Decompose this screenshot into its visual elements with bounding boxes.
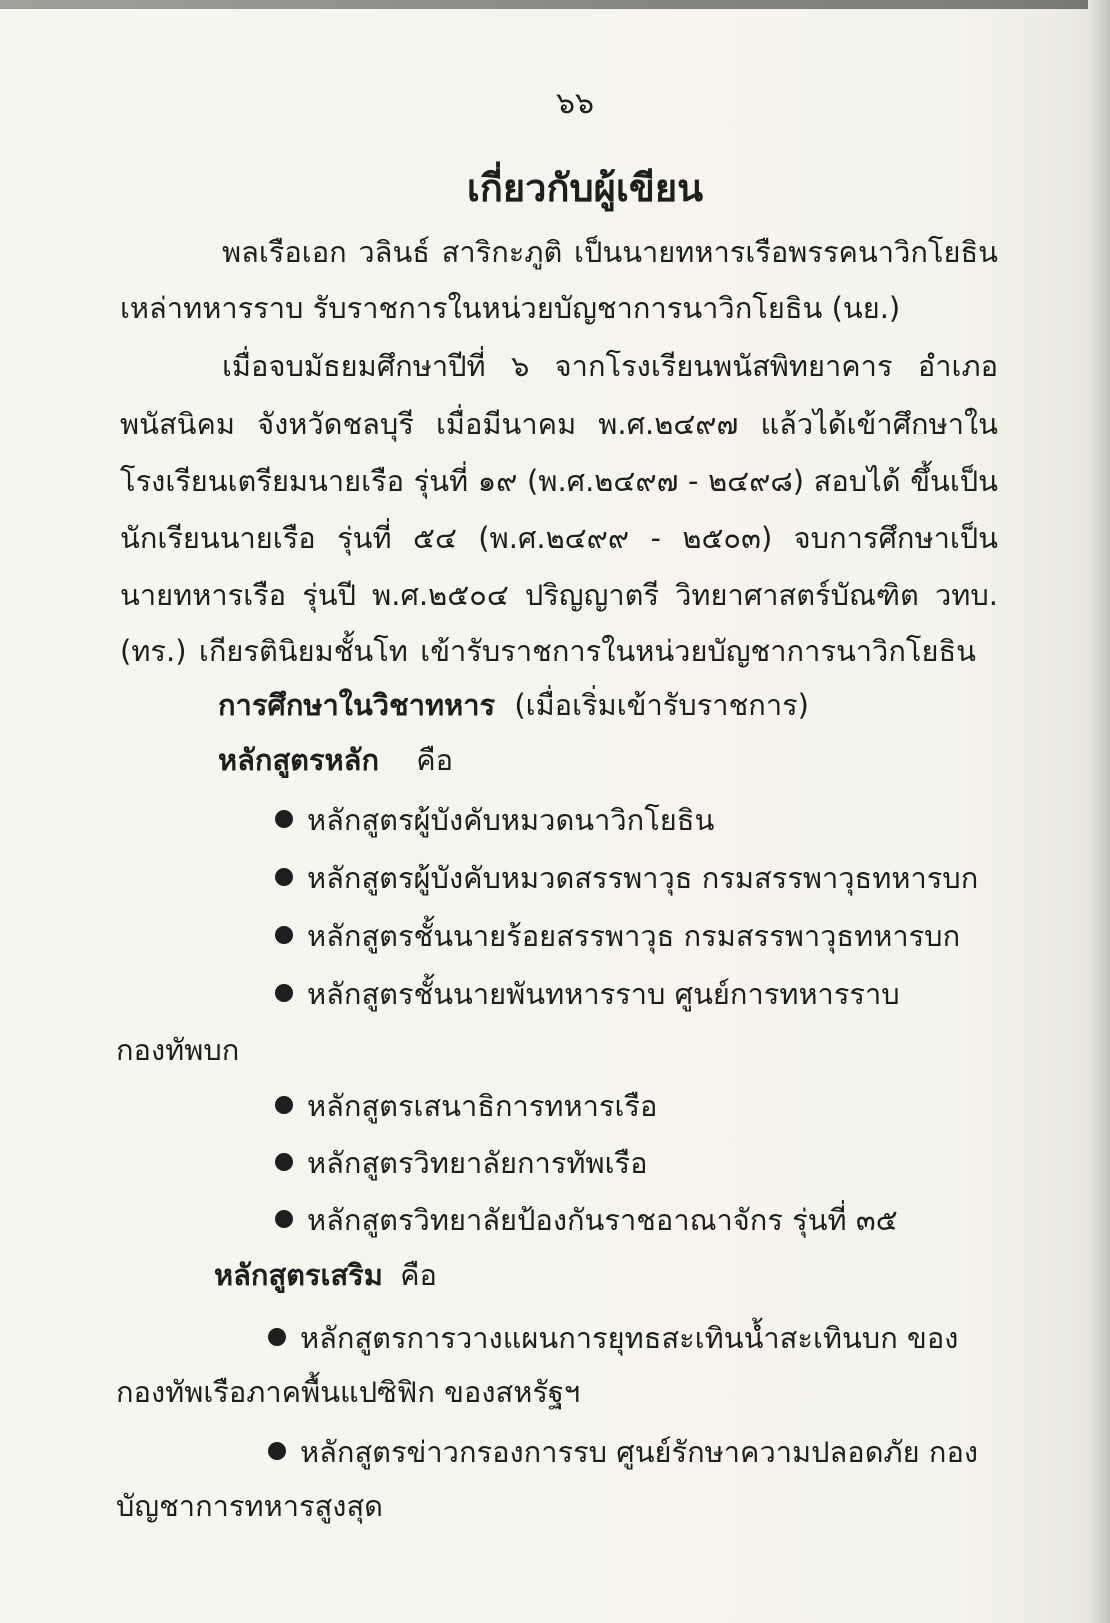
main-course-item: หลักสูตรชั้นนายร้อยสรรพาวุธ กรมสรรพาวุธทหารบก [275,916,960,956]
main-course-item-continuation: กองทัพบก [116,1033,240,1067]
extra-courses-heading [214,1255,437,1295]
bio-line-1: พลเรือเอก วลินธ์ สาริกะภูติ เป็นนายทหารเรือพรรคนาวิกโยธิน [222,235,998,269]
main-course-item: หลักสูตรวิทยาลัยการทัพเรือ [275,1143,648,1183]
bio-line-4: พนัสนิคม จังหวัดชลบุรี เมื่อมีนาคม พ.ศ.๒๔๙๗ แล้วได้เข้าศึกษาใน [120,407,998,441]
scan-top-edge [0,0,1110,9]
bullet-icon [275,868,293,886]
bullet-icon [275,1153,293,1171]
extra-course-item-continuation: กองทัพเรือภาคพื้นแปซิฟิก ของสหรัฐฯ [116,1375,581,1409]
military-education-title: การศึกษาในวิชาทหาร [218,688,496,722]
main-course-item: หลักสูตรชั้นนายพันทหารราบ ศูนย์การทหารราบ [275,974,900,1014]
page-gutter-shadow [1088,0,1110,1623]
main-course-item: หลักสูตรเสนาธิการทหารเรือ [275,1086,657,1126]
extra-course-item-continuation: บัญชาการทหารสูงสุด [116,1489,383,1523]
bio-line-5: โรงเรียนเตรียมนายเรือ รุ่นที่ ๑๙ (พ.ศ.๒๔๙๗ - ๒๔๙๘) สอบได้ ขึ้นเป็น [120,464,998,498]
main-courses-title: หลักสูตรหลัก [218,743,380,777]
bio-line-2: เหล่าทหารราบ รับราชการในหน่วยบัญชาการนาวิกโยธิน (นย.) [120,291,901,325]
bio-line-7: นายทหารเรือ รุ่นปี พ.ศ.๒๕๐๔ ปริญญาตรี วิทยาศาสตร์บัณฑิต วทบ. [120,578,998,612]
extra-course-item: หลักสูตรข่าวกรองการรบ ศูนย์รักษาความปลอดภัย กอง [268,1432,978,1472]
bullet-icon [275,810,293,828]
bullet-icon [275,926,293,944]
bullet-icon [275,1096,293,1114]
main-courses-suffix: คือ [416,743,454,777]
bio-line-3: เมื่อจบมัธยมศึกษาปีที่ ๖ จากโรงเรียนพนัสพิทยาคาร อำเภอ [222,349,998,383]
extra-courses-suffix: คือ [400,1258,437,1292]
main-courses-heading [218,740,453,780]
page-title: เกี่ยวกับผู้เขียน [466,166,704,210]
bullet-icon [268,1328,286,1346]
military-education-heading [218,685,809,725]
main-course-item: หลักสูตรผู้บังคับหมวดนาวิกโยธิน [275,800,714,840]
bullet-icon [268,1442,286,1460]
bullet-icon [275,1210,293,1228]
bio-line-6: นักเรียนนายเรือ รุ่นที่ ๕๔ (พ.ศ.๒๔๙๙ - ๒๕๐๓) จบการศึกษาเป็น [120,521,998,555]
main-course-item: หลักสูตรผู้บังคับหมวดสรรพาวุธ กรมสรรพาวุธทหารบก [275,858,978,898]
bullet-icon [275,984,293,1002]
extra-course-item: หลักสูตรการวางแผนการยุทธสะเทินน้ำสะเทินบก ของ [268,1318,958,1358]
page-number: ๖๖ [555,86,595,121]
main-course-item: หลักสูตรวิทยาลัยป้องกันราชอาณาจักร รุ่นที่ ๓๕ [275,1200,898,1240]
military-education-note: (เมื่อเริ่มเข้ารับราชการ) [514,688,809,722]
bio-line-8: (ทร.) เกียรตินิยมชั้นโท เข้ารับราชการในหน่วยบัญชาการนาวิกโยธิน [120,634,976,668]
extra-courses-title: หลักสูตรเสริม [214,1258,383,1292]
